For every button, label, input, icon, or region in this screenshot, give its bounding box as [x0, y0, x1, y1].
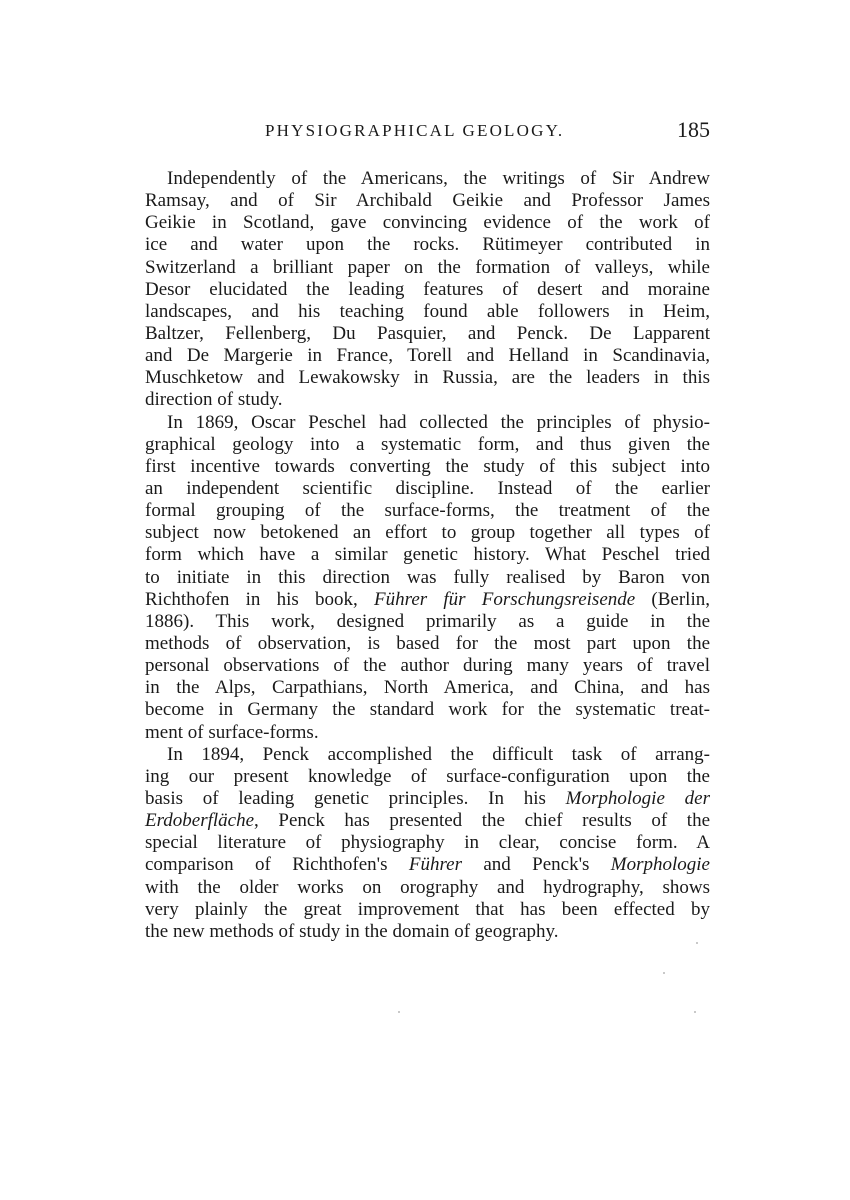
text-line: landscapes, and his teaching found able followers in Heim,: [145, 300, 710, 322]
paragraph: [145, 744, 710, 943]
book-title-italic: Erdoberfläche: [145, 810, 255, 832]
text-line: formal grouping of the surface-forms, the treatment of the: [145, 500, 710, 522]
paragraph: [145, 412, 710, 744]
text-line: direction of study.: [145, 389, 283, 411]
body-text: [145, 168, 710, 943]
book-title-italic: Führer für Forschungsreisende: [374, 588, 636, 610]
text-line: Erdoberfläche, Penck has presented the chief results of the: [145, 810, 710, 832]
text-line: comparison of Richthofen's Führer and Penck's Morphologie: [145, 854, 710, 876]
paragraph: [145, 168, 710, 412]
paper-speck: [694, 1011, 696, 1013]
text-line: ment of surface-forms.: [145, 721, 319, 743]
text-line: Ramsay, and of Sir Archibald Geikie and Professor James: [145, 190, 710, 212]
text-line: with the older works on orography and hydrography, shows: [145, 876, 710, 898]
text-line: form which have a similar genetic history. What Peschel tried: [145, 544, 710, 566]
text-line: methods of observation, is based for the most part upon the: [145, 632, 710, 654]
text-line: become in Germany the standard work for the systematic treat-: [145, 699, 710, 721]
text-line: very plainly the great improvement that has been effected by: [145, 898, 710, 920]
text-line: basis of leading genetic principles. In his Morphologie der: [145, 787, 710, 809]
text-line: Switzerland a brilliant paper on the formation of valleys, while: [145, 256, 710, 278]
text-line: first incentive towards converting the study of this subject into: [145, 455, 710, 477]
text-line: the new methods of study in the domain of geography.: [145, 920, 559, 942]
text-line: and De Margerie in France, Torell and Helland in Scandinavia,: [145, 345, 710, 367]
book-title-italic: Führer: [408, 854, 462, 876]
text-line: Desor elucidated the leading features of desert and moraine: [145, 278, 710, 300]
text-line: ing our present knowledge of surface-configuration upon the: [145, 765, 710, 787]
book-title-italic: Morphologie der: [565, 787, 710, 809]
text-line: graphical geology into a systematic form, and thus given the: [145, 433, 710, 455]
paper-speck: [696, 942, 698, 944]
text-line: Muschketow and Lewakowsky in Russia, are the leaders in this: [145, 367, 710, 389]
text-line: Geikie in Scotland, gave convincing evidence of the work of: [145, 212, 710, 234]
running-head: PHYSIOGRAPHICAL GEOLOGY.: [265, 121, 565, 140]
book-title-italic: Morphologie: [610, 854, 710, 876]
paper-speck: [663, 972, 665, 974]
text-line: an independent scientific discipline. Instead of the earlier: [145, 477, 710, 499]
text-line: Richthofen in his book, Führer für Forschungsreisende (Berlin,: [145, 588, 710, 610]
text-line: to initiate in this direction was fully realised by Baron von: [145, 566, 710, 588]
text-line: Independently of the Americans, the writings of Sir Andrew: [167, 168, 710, 189]
text-line: Baltzer, Fellenberg, Du Pasquier, and Penck. De Lapparent: [145, 322, 710, 344]
text-line: personal observations of the author during many years of travel: [145, 655, 710, 677]
page-header: [145, 117, 710, 151]
page-number: 185: [677, 117, 710, 142]
paper-speck: [398, 1011, 400, 1013]
text-line: 1886). This work, designed primarily as a guide in the: [145, 610, 710, 632]
text-line: In 1869, Oscar Peschel had collected the principles of physio-: [167, 411, 710, 433]
text-line: subject now betokened an effort to group together all types of: [145, 522, 710, 544]
text-line: In 1894, Penck accomplished the difficult task of arrang-: [167, 743, 710, 765]
text-line: in the Alps, Carpathians, North America, and China, and has: [145, 677, 710, 699]
text-line: ice and water upon the rocks. Rütimeyer contributed in: [145, 234, 710, 256]
text-line: special literature of physiography in clear, concise form. A: [145, 832, 710, 854]
